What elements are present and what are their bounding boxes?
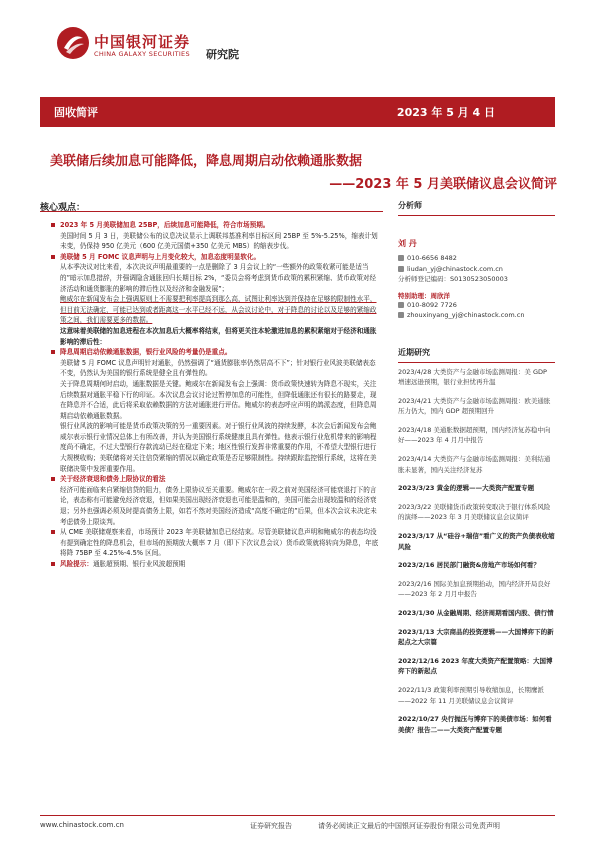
analyst-heading: 分析师 xyxy=(398,201,422,210)
paragraph: 美国时间 5 月 3 日，美联储公布的议息决议显示上调联邦基准利率目标区间 25BP 至 5%-5.25%，缩表计划未变，仍保持 950 亿美元（600 亿美元国债+350 亿美元 MBS）的缩表步伐。 xyxy=(60,231,378,251)
risk-label: 风险提示： xyxy=(60,560,93,568)
phone-icon xyxy=(398,255,404,261)
institute-label: 研究院 xyxy=(206,48,239,61)
bullet-icon xyxy=(51,562,55,566)
report-banner xyxy=(40,97,555,127)
assistant-email[interactable]: zhouxinyang_yj@chinastock.com.cn xyxy=(407,311,525,319)
recent-research-item[interactable]: 2023/3/23 黄金的逻辑——大类资产配置专题 xyxy=(398,484,535,493)
paragraph: 银行业风波的影响可能是货币政策决策的另一重要因素。对于银行业风波的持续发酵，本次会后新闻发布会鲍威尔表示银行业情况总体上有所改善，并认为美国银行系统健康且具有弹性。他表示银行业危机带来的影响程度尚不确定，不过大型银行存款流动已经在稳定下来；地区性银行发挥非常重要的作用，不希望大型银行进行大规模收购；美联储将对关注信贷紧缩的情况以确定政策是否足够限制性。持续跟踪监控银行系统，这将在美联储决策中发挥重要作用。 xyxy=(60,422,377,473)
bullet-icon xyxy=(51,223,55,227)
recent-research-item[interactable]: 2023/4/28 大类资产与金融市场监测周报：美 GDP 增速远逊预期，银行业担忧再升温 xyxy=(398,367,547,387)
paragraph: 从本季决议对比来看，本次决议声明最重要的一点是删除了 3 月会议上的“一些额外的政策收紧可能是适当的”暗示加息措辞，并强调隐含通胀回归长期目标 2%，“委员会将考虑到货币政策的累积紧缩、货币政策对经济活动和通货膨胀的影响的滞后性以及经济和金融发展”； xyxy=(60,263,377,293)
assistant-email-line xyxy=(398,310,555,321)
recent-research-item[interactable]: 2023/3/22 美联储货币政策转变取决于银行体系风险的演绎——2023 年 3 月美联储议息会议简评 xyxy=(398,502,551,522)
paragraph: 从 CME 美联储观察来看，市场预计 2023 年美联储加息已经结束。尽管美联储议息声明和鲍威尔的表态均没有提到确定性的降息机会，但市场的预期放大概率 7 月（即下下次议息会议）货币政策就将转向为降息，年底将降 75BP 至 4.25%-4.5% 区间。 xyxy=(60,528,379,558)
analyst-name: 刘 丹 xyxy=(398,239,417,248)
phone: 010-6656 8482 xyxy=(407,254,457,262)
risk-text: 通胀超预期、银行业风波超预期 xyxy=(92,560,186,568)
paragraph: 美联储 5 月 FOMC 议息声明针对通胀，仍然强调了“通货膨胀率仍然居高不下”；针对银行业风波美联储表态不变，仍然认为美国的银行系统是健全且有弹性的。 xyxy=(60,358,376,378)
footer-divider xyxy=(40,815,555,816)
recent-research-item[interactable]: 2023/1/30 从金融周期、经济周期看国内股、债行情 xyxy=(398,609,554,617)
logo-chinese-name: 中国银河证券 xyxy=(94,33,191,51)
recent-research-list xyxy=(398,367,555,736)
assistant-label: 特别助理：周欣洋 xyxy=(398,291,450,300)
recent-research-item[interactable]: 2023/4/18 美通胀数据超预期，国内经济复苏稳中向好——2023 年 4 月月中报告 xyxy=(398,425,551,445)
bullet-item xyxy=(60,347,380,358)
footer-disclaimer: 请务必阅读正文最后的中国银河证券股份有限公司免责声明 xyxy=(318,822,500,830)
report-title: 美联储后续加息可能降低，降息周期启动依赖通胀数据 xyxy=(50,154,363,169)
email[interactable]: liudan_yj@chinastock.com.cn xyxy=(407,264,503,273)
email-icon xyxy=(398,266,404,272)
bullet-item xyxy=(60,252,380,263)
footer-center-label: 证券研究报告 xyxy=(250,822,292,830)
license: 分析师登记编码：S0130523050003 xyxy=(398,275,508,283)
recent-research-item[interactable]: 2022/10/27 央行抛压与博弈下的美债市场：如何看美债？报告二——大类资产配置专题 xyxy=(398,715,552,734)
paragraph: 经济可能面临来自紧缩信贷的阻力，债务上限协议至关重要。鲍威尔在一段之前对美国经济可能衰退打下的言论，表态称有可能避免经济衰退，但如果美国出现经济衰退也可能是温和的，美国可能会出现较温和的经济衰退；另外也强调必须及时提高债务上限，如若不然对美国经济造成“高度不确定的”后果，但本次会议未决定未考虑债务上限谈判。 xyxy=(60,485,377,526)
email-line xyxy=(398,264,555,275)
assistant-phone: 010-8092 7726 xyxy=(407,300,457,309)
key-point: 美联储 5 月 FOMC 议息声明与上月变化较大，加息态度明显软化。 xyxy=(60,252,261,261)
bullet-icon xyxy=(51,255,55,259)
phone-line xyxy=(398,253,555,264)
bullet-icon xyxy=(51,530,55,534)
recent-research-item[interactable]: 2023/2/16 居民部门融资&房地产市场如何看？ xyxy=(398,561,540,570)
recent-research-item[interactable]: 2023/4/14 大类资产与金融市场监测周报：美利结通胀未显著，国内关注经济复苏 xyxy=(398,455,551,474)
key-point: 2023 年 5 月美联储加息 25BP，后续加息可能降低，符合市场预期。 xyxy=(60,221,270,229)
galaxy-logo-icon xyxy=(56,26,90,60)
company-logo xyxy=(56,26,206,66)
main-content xyxy=(60,220,380,570)
bullet-icon xyxy=(51,350,55,354)
paragraph: 关于降息周期何时启动，通胀数据是关键。鲍威尔在新闻发布会上强调：货币政策快速转为降息不现实，关注后续数据对通胀平稳下行的印证。本次议息会议讨论过暂停加息的可能性，但降低通胀还有很长的路要走，现在降息并不合适，此后将采取依赖数据的方法对通胀进行评估。鲍威尔的表态呼应声明的鸽派态度，但降息周期启动依赖通胀数据。 xyxy=(60,379,377,420)
recent-research-heading: 近期研究 xyxy=(398,347,430,357)
bullet-item xyxy=(60,559,380,570)
bullet-item xyxy=(60,220,380,231)
bullet-item xyxy=(60,474,380,485)
key-point: 降息周期启动依赖通胀数据，银行业风险的考量仍是重点。 xyxy=(60,348,232,357)
footer-url[interactable]: www.chinastock.com.cn xyxy=(40,821,124,829)
report-type: 固收简评 xyxy=(54,106,98,119)
recent-divider xyxy=(398,362,555,363)
report-date: 2023 年 5 月 4 日 xyxy=(396,106,495,119)
recent-research-item[interactable]: 2023/4/21 大类资产与金融市场监测周报：欧美通胀压力仍大，国内 GDP 超预期回升 xyxy=(398,396,551,416)
logo-english-name: CHINA GALAXY SECURITIES xyxy=(94,50,190,58)
recent-research-item[interactable]: 2023/2/16 国际美加息预期抬动，国内经济开局良好——2023 年 2 月月中报告 xyxy=(398,579,551,599)
key-point: 关于经济衰退和债务上限协议的看法 xyxy=(60,475,166,484)
bullet-icon xyxy=(51,477,55,481)
report-subtitle: ——2023 年 5 月美联储议息会议简评 xyxy=(329,177,557,192)
bullet-item xyxy=(60,527,380,559)
recent-research-item[interactable]: 2023/1/13 大宗商品的投资逻辑——大国博弈下的新起点之大宗篇 xyxy=(398,627,554,647)
paragraph: 鲍威尔在新闻发布会上强调原则上不需要把利率提高到那么高，试图让利率达到并保持在足够的限制性水平，但目前无法确定，可能已达到或者距离这一水平已经不远，从会议讨论中，对于降息的讨论以及足够的紧缩政策之间，我们需要更多的数据。 xyxy=(60,295,377,325)
sidebar-divider xyxy=(398,215,555,216)
sidebar xyxy=(398,200,555,743)
core-views-heading: 核心观点： xyxy=(40,203,86,213)
recent-research-item[interactable]: 2023/3/17 从“硅谷+瑞信”看广义的资产负债表收缩风险 xyxy=(398,532,555,551)
assistant-phone-line xyxy=(398,300,555,311)
email-icon xyxy=(398,312,404,318)
recent-research-item[interactable]: 2022/12/16 2023 年度大类资产配置策略：大国博弈下的新起点 xyxy=(398,656,553,676)
recent-research-item[interactable]: 2022/11/3 政策利率预期引导收缩加息，长期鹰派——2022 年 11 月美联储议息会议简评 xyxy=(398,685,544,705)
paragraph: 这意味着美联储的加息进程在本次加息后大概率将结束，但将更关注本轮激进加息的累积紧缩对于经济和通胀影响的滞后性： xyxy=(60,326,377,346)
core-divider xyxy=(40,211,383,212)
phone-icon xyxy=(398,302,404,308)
